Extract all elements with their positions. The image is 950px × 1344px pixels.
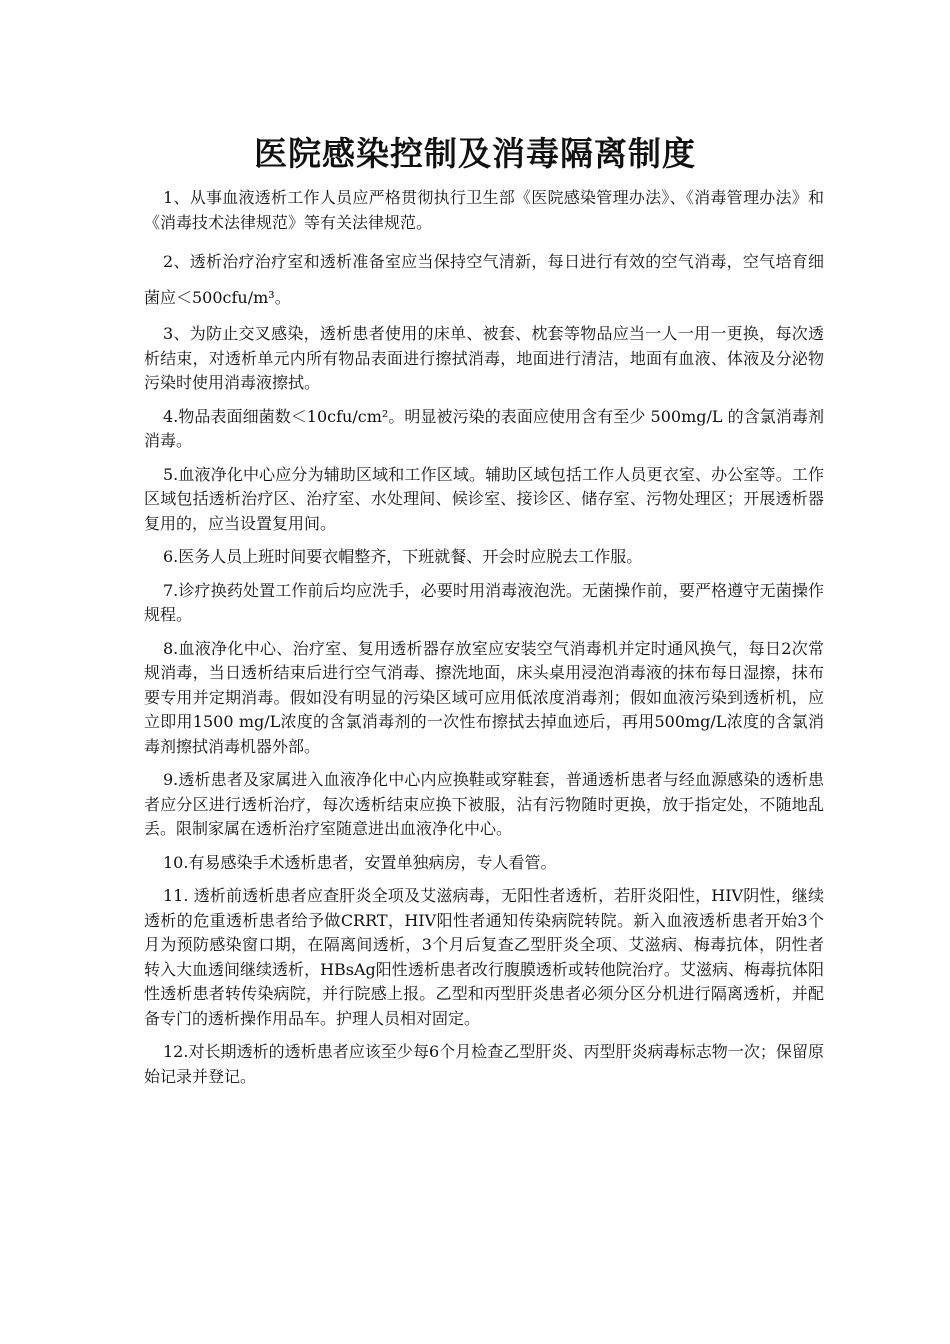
paragraph-11: 11. 透析前透析患者应查肝炎全项及艾滋病毒，无阳性者透析，若肝炎阳性，HIV阴性，继续透析的危重透析患者给予做CRRT，HIV阳性者通知传染病院转院。新入血液透析患者开始3个月为预防感染窗口期，在隔离间透析，3个月后复查乙型肝炎全项、艾滋病、梅毒抗体，阴性者转入大血透间继续透析，HBsAg阳性透析患者改行腹膜透析或转他院治疗。艾滋病、梅毒抗体阳性透析患者转传染病院，并行院感上报。乙型和丙型肝炎患者必须分区分机进行隔离透析，并配备专门的透析操作用品车。护理人员相对固定。 xyxy=(144,886,824,1028)
document-body xyxy=(144,186,824,1098)
paragraph-6: 6.医务人员上班时间要衣帽整齐，下班就餐、开会时应脱去工作服。 xyxy=(163,547,643,566)
paragraph-7: 7.诊疗换药处置工作前后均应洗手，必要时用消毒液泡洗。无菌操作前，要严格遵守无菌操作规程。 xyxy=(144,580,824,624)
paragraph-12: 12.对长期透析的透析患者应该至少每6个月检查乙型肝炎、丙型肝炎病毒标志物一次；保留原始记录并登记。 xyxy=(144,1042,824,1086)
paragraph-5: 5.血液净化中心应分为辅助区域和工作区域。辅助区域包括工作人员更衣室、办公室等。工作区域包括透析治疗区、治疗室、水处理间、候诊室、接诊区、储存室、污物处理区；开展透析器复用的，应当设置复用间。 xyxy=(144,464,824,533)
paragraph-2: 2、透析治疗治疗室和透析准备室应当保持空气清新，每日进行有效的空气消毒，空气培育细菌应＜500cfu/m³。 xyxy=(144,252,824,307)
paragraph-3: 3、为防止交叉感染，透析患者使用的床单、被套、枕套等物品应当一人一用一更换，每次透析结束，对透析单元内所有物品表面进行擦拭消毒，地面进行清洁，地面有血液、体液及分泌物污染时使用消毒液擦拭。 xyxy=(144,324,824,392)
document-title: 医院感染控制及消毒隔离制度 xyxy=(254,134,696,173)
paragraph-1: 1、从事血液透析工作人员应严格贯彻执行卫生部《医院感染管理办法》、《消毒管理办法》和《消毒技术法律规范》等有关法律规范。 xyxy=(144,188,824,232)
paragraph-10: 10.有易感染手术透析患者，安置单独病房，专人看管。 xyxy=(163,852,557,872)
paragraph-9: 9.透析患者及家属进入血液净化中心内应换鞋或穿鞋套，普通透析患者与经血源感染的透析患者应分区进行透析治疗，每次透析结束应换下被服，沾有污物随时更换，放于指定处，不随地乱丢。限制家属在透析治疗室随意进出血液净化中心。 xyxy=(144,770,824,838)
paragraph-4: 4.物品表面细菌数＜10cfu/cm²。明显被污染的表面应使用含有至少 500mg/L 的含氯消毒剂消毒。 xyxy=(144,406,824,450)
paragraph-8: 8.血液净化中心、治疗室、复用透析器存放室应安装空气消毒机并定时通风换气，每日2次常规消毒，当日透析结束后进行空气消毒、擦洗地面，床头桌用浸泡消毒液的抹布每日湿擦，抹布要专用并定期消毒。假如没有明显的污染区域可应用低浓度消毒剂；假如血液污染到透析机，应立即用1500 mg/L浓度的含氯消毒剂的一次性布擦拭去掉血迹后，再用500mg/L浓度的含氯消毒剂擦拭消毒机器外部。 xyxy=(144,638,824,756)
